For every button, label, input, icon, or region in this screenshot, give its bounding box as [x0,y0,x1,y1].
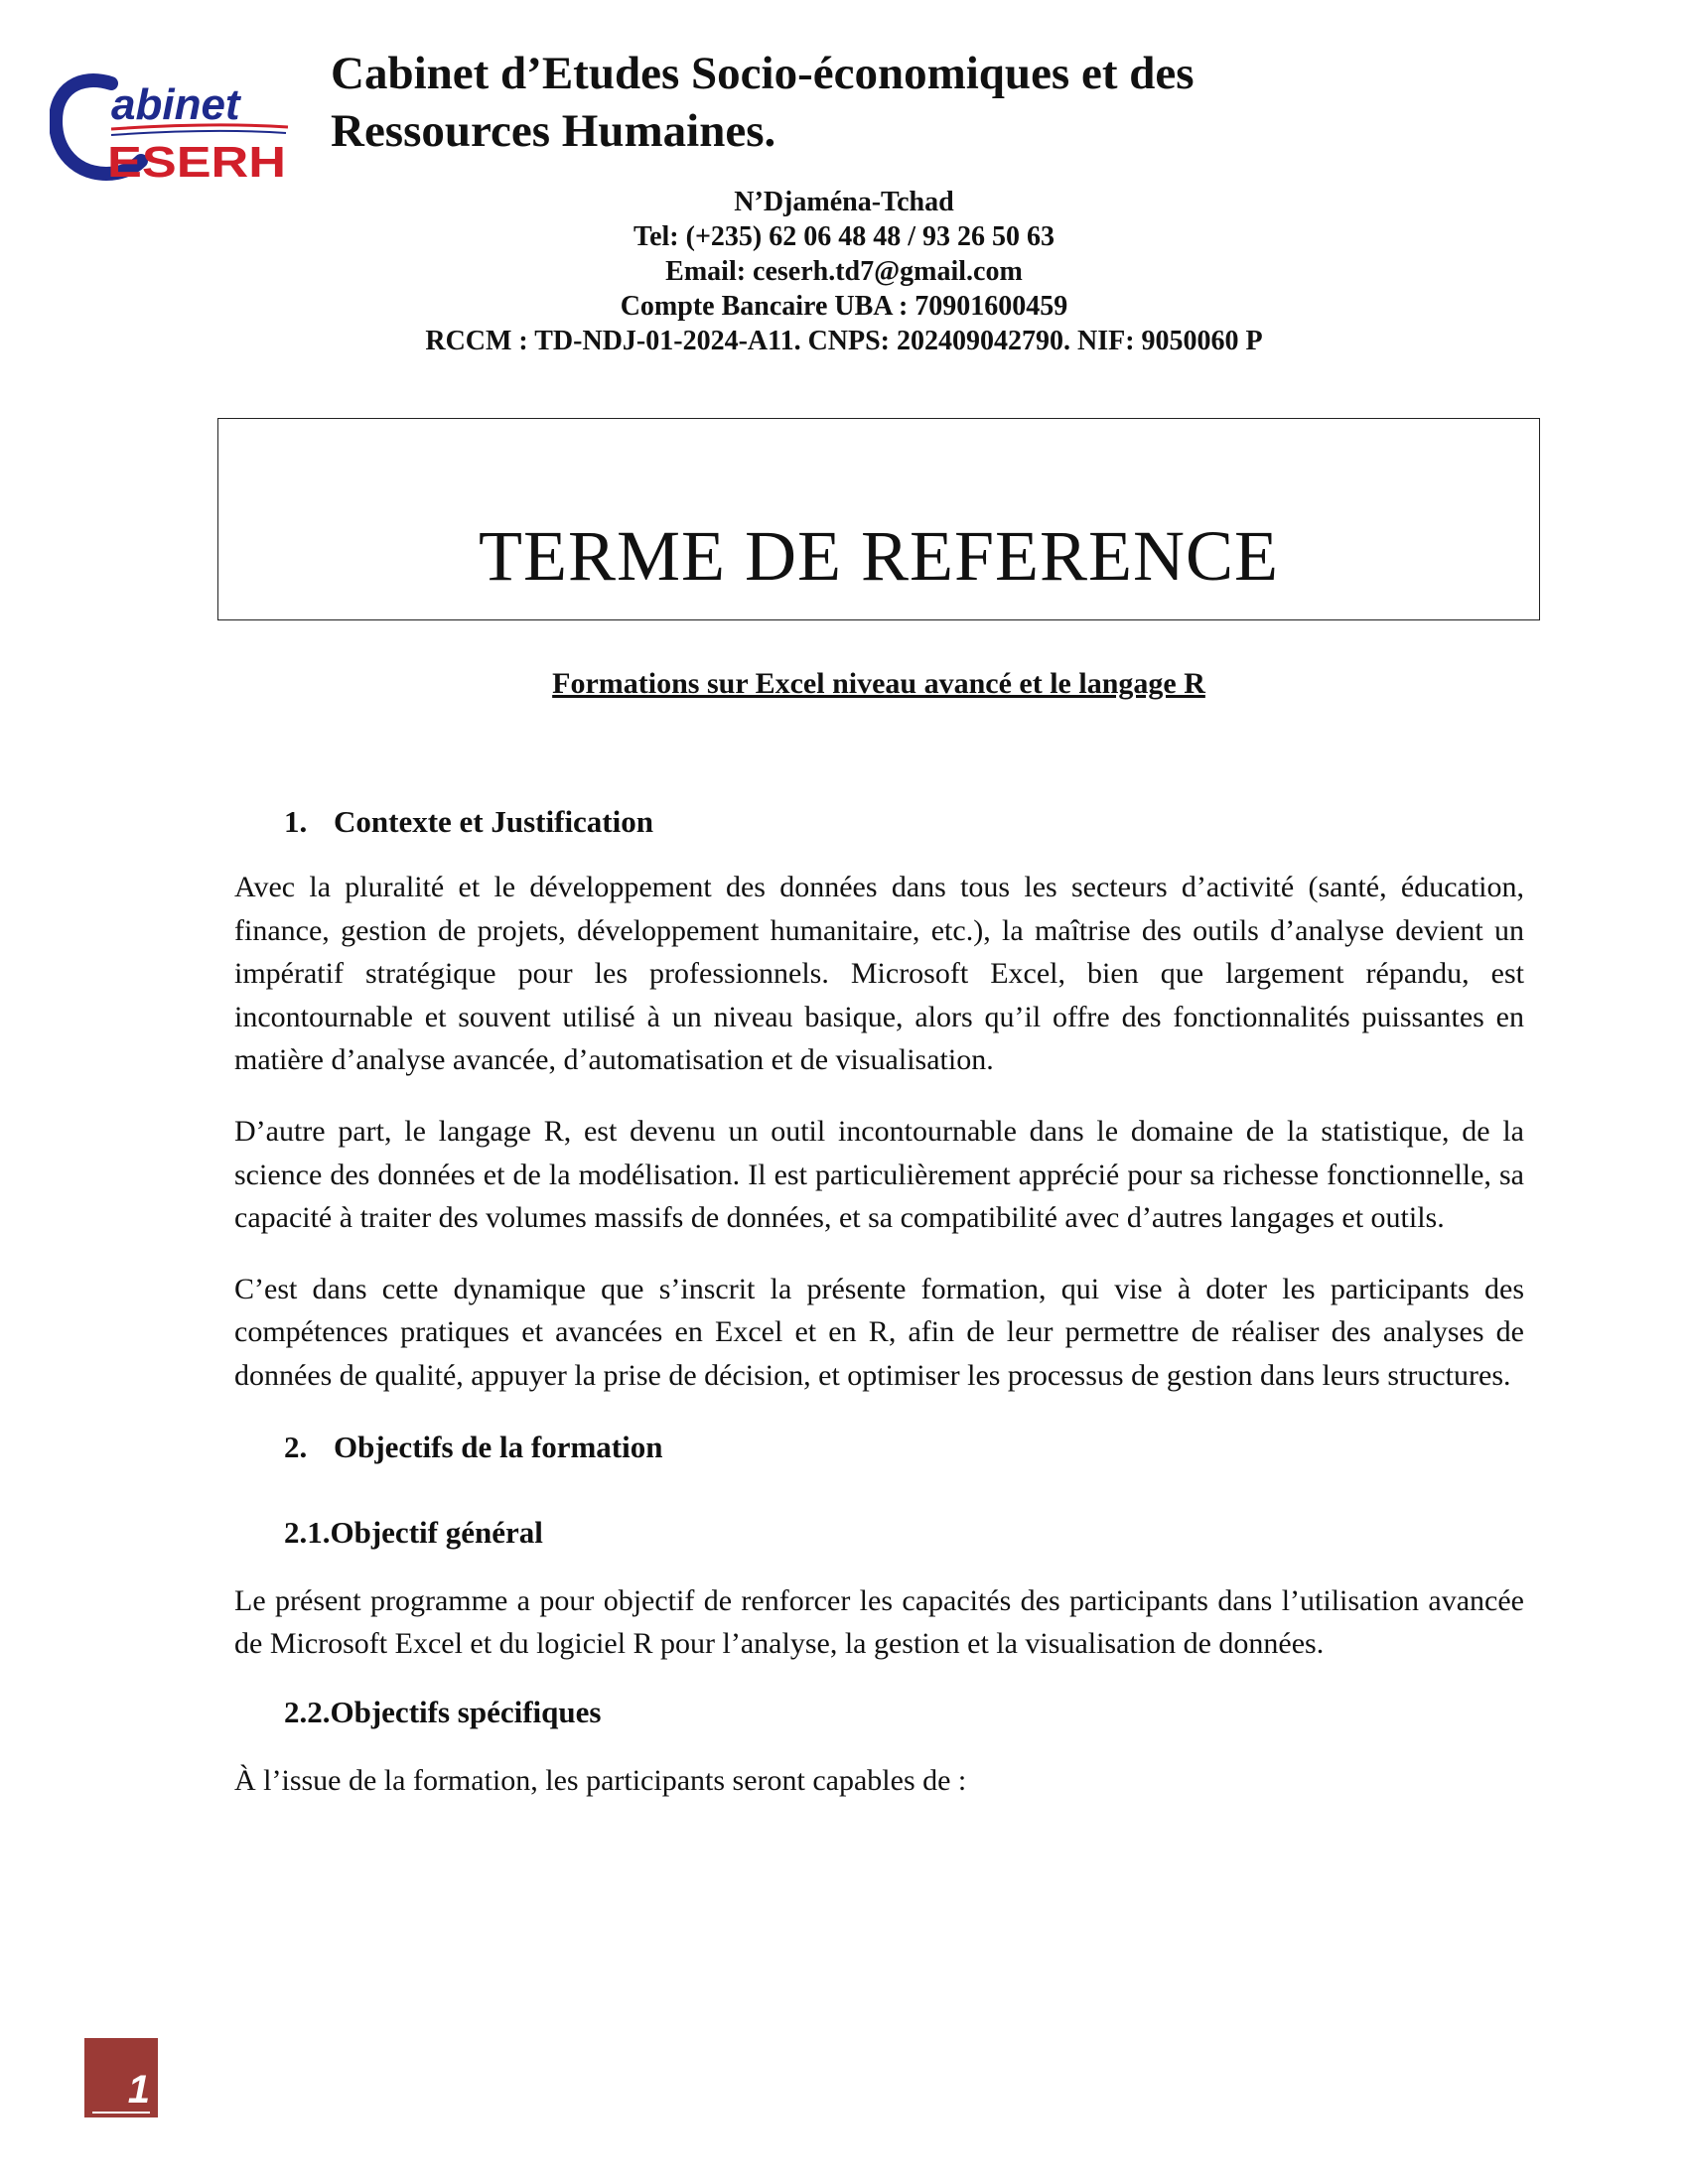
contact-registration: RCCM : TD-NDJ-01-2024-A11. CNPS: 202409042790. NIF: 9050060 P [425,326,1263,356]
document-title: TERME DE REFERENCE [479,516,1279,596]
ceserh-logo-graphic [50,69,293,189]
contact-bank-account: Compte Bancaire UBA : 70901600459 [620,291,1068,322]
company-name-line2: Ressources Humaines. [331,105,776,157]
subsection-title: Objectif général [330,1514,543,1550]
section-number: 1. [284,804,308,839]
company-logo [50,69,293,189]
page-number-badge [84,2038,158,2117]
section-heading-context [234,802,1524,842]
subsection-number: 2.1. [284,1514,331,1550]
title-box [217,418,1540,620]
document-subtitle: Formations sur Excel niveau avancé et le langage R [552,667,1205,700]
document-body [234,802,1524,1802]
subsection-title: Objectifs spécifiques [330,1694,602,1729]
company-name-line1: Cabinet d’Etudes Socio-économiques et des [331,48,1195,99]
paragraph-context-3: C’est dans cette dynamique que s’inscrit la présente formation, qui vise à doter les participants des compétences pratiques et avancées en Excel et en R, afin de leur permettre de réaliser des analyses de données de qualité, appuyer la prise de décision, et optimiser les processus de gestion dans leurs structures. [234,1272,1524,1392]
section-heading-objectives [234,1428,1524,1467]
subsection-heading-general-objective [234,1513,1524,1553]
logo-text-bottom: ESERH [107,138,286,187]
paragraph-context-2: D’autre part, le langage R, est devenu un outil incontournable dans le domaine de la statistique, de la science des données et de la modélisation. Il est particulièrement apprécié pour sa richesse fonctionnelle, sa capacité à traiter des volumes massifs de données, et sa compatibilité avec d’autres langages et outils. [234,1114,1524,1235]
section-number: 2. [284,1429,308,1464]
paragraph-context-1: Avec la pluralité et le développement des données dans tous les secteurs d’activité (santé, éducation, finance, gestion de projets, développement humanitaire, etc.), la maîtrise des outils d’analyse devient un impératif stratégique pour les professionnels. Microsoft Excel, bien que largement répandu, est incontournable et souvent utilisé à un niveau basique, alors qu’il offre des fonctionnalités puissantes en matière d’analyse avancée, d’automatisation et de visualisation. [234,871,1524,1077]
page-number: 1 [127,2068,150,2112]
logo-text-top: abinet [111,80,240,129]
page-number-underline [92,2112,150,2114]
section-title: Objectifs de la formation [334,1429,663,1464]
company-name [331,45,1324,160]
paragraph-specific-objectives-intro: À l’issue de la formation, les participants seront capables de : [234,1763,967,1797]
contact-email: Email: ceserh.td7@gmail.com [665,256,1023,287]
subsection-heading-specific-objectives [234,1693,1524,1732]
subsection-number: 2.2. [284,1694,331,1729]
paragraph-general-objective: Le présent programme a pour objectif de renforcer les capacités des participants dans l’utilisation avancée de Microsoft Excel et du logiciel R pour l’analyse, la gestion et la visualisation de données. [234,1583,1524,1661]
contact-city: N’Djaména-Tchad [734,187,954,217]
contact-phone: Tel: (+235) 62 06 48 48 / 93 26 50 63 [633,221,1055,252]
section-title: Contexte et Justification [334,804,653,839]
contact-block [199,185,1489,358]
